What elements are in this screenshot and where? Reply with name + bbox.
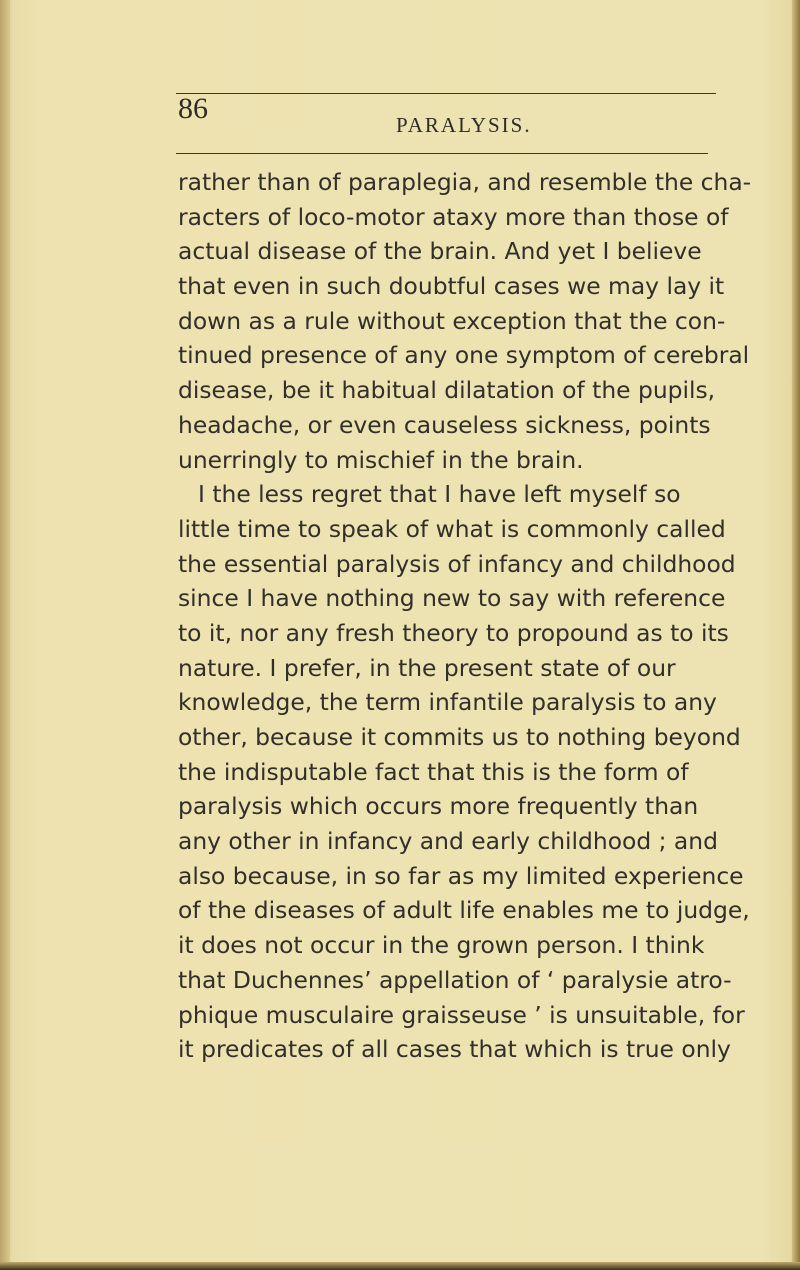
body-text [178, 165, 752, 1067]
text-line: racters of loco-motor ataxy more than those of [178, 202, 729, 231]
text-line: also because, in so far as my limited experience [178, 861, 744, 890]
text-line: little time to speak of what is commonly called [178, 514, 726, 543]
text-line: headache, or even causeless sickness, points [178, 410, 711, 439]
text-line: the indisputable fact that this is the form of [178, 757, 689, 786]
text-line: it does not occur in the grown person. I think [178, 931, 705, 960]
header-rule-top [176, 93, 716, 94]
text-line: any other in infancy and early childhood ; and [178, 827, 718, 856]
header-rule-bottom [176, 153, 708, 154]
text-line: of the diseases of adult life enables me to judge, [178, 896, 750, 925]
text-line: I the less regret that I have left myself so [198, 480, 681, 509]
text-line: disease, be it habitual dilatation of the pupils, [178, 376, 716, 405]
text-line: that even in such doubtful cases we may lay it [178, 272, 725, 301]
text-line: since I have nothing new to say with reference [178, 584, 726, 613]
page-bottom-edge [0, 1262, 800, 1270]
text-line: the essential paralysis of infancy and childhood [178, 549, 736, 578]
text-line: other, because it commits us to nothing beyond [178, 723, 741, 751]
text-line: it predicates of all cases that which is true only [178, 1035, 731, 1064]
page-right-edge [792, 0, 800, 1270]
text-line: phique musculaire graisseuse ’ is unsuitable, for [178, 1000, 745, 1029]
page-number: 86 [178, 92, 208, 125]
text-line: unerringly to mischief in the brain. [178, 445, 584, 474]
text-line: down as a rule without exception that the con- [178, 306, 726, 335]
text-line: tinued presence of any one symptom of cerebral [178, 341, 750, 370]
text-line: paralysis which occurs more frequently than [178, 792, 699, 821]
text-line: to it, nor any fresh theory to propound as to its [178, 618, 729, 647]
text-line: rather than of paraplegia, and resemble the cha- [178, 168, 752, 196]
text-line: knowledge, the term infantile paralysis to any [178, 688, 717, 717]
running-title: PARALYSIS. [396, 113, 532, 137]
text-line: actual disease of the brain. And yet I believe [178, 237, 702, 266]
text-line: nature. I prefer, in the present state of our [178, 653, 676, 682]
page-left-edge [0, 0, 10, 1270]
text-line: that Duchennes’ appellation of ‘ paralysie atro- [178, 965, 732, 994]
